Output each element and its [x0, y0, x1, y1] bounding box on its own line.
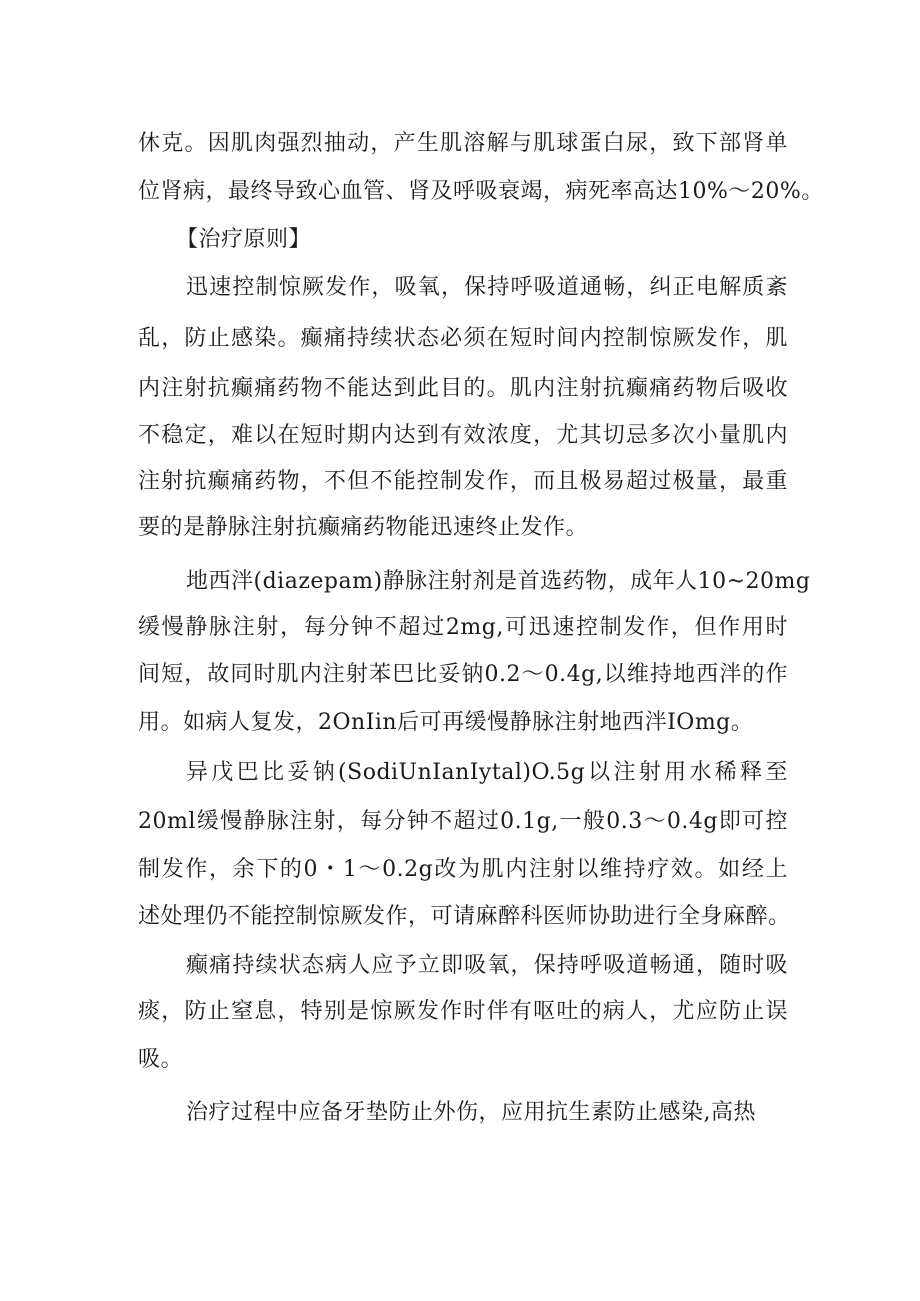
- paragraph-line: 癫痛持续状态病人应予立即吸氧，保持呼吸道畅通，随时吸: [186, 953, 788, 978]
- paragraph-line: 述处理仍不能控制惊厥发作，可请麻醉科医师协助进行全身麻醉。: [138, 904, 791, 929]
- paragraph-line: 休克。因肌肉强烈抽动，产生肌溶解与肌球蛋白尿，致下部肾单: [138, 131, 788, 156]
- paragraph-line: 位肾病，最终导致心血管、肾及呼吸衰竭，病死率高达10%～20%。: [138, 179, 824, 204]
- paragraph-line: 地西泮(diazepam)静脉注射剂是首选药物，成年人10~20mg: [186, 569, 811, 594]
- paragraph-line: 内注射抗癫痛药物不能达到此目的。肌内注射抗癫痛药物后吸收: [138, 376, 788, 401]
- paragraph-line: 制发作，余下的0・1～0.2g改为肌内注射以维持疗效。如经上: [138, 857, 788, 882]
- paragraph-line: 治疗过程中应备牙垫防止外伤，应用抗生素防止感染,高热: [186, 1100, 756, 1125]
- paragraph-line: 20ml缓慢静脉注射，每分钟不超过0.1g,一般0.3～0.4g即可控: [138, 809, 788, 834]
- paragraph-line: 不稳定，难以在短时期内达到有效浓度，尤其切忌多次小量肌内: [138, 423, 788, 448]
- paragraph-line: 痰，防止窒息，特别是惊厥发作时伴有呕吐的病人，尤应防止误: [138, 999, 788, 1024]
- paragraph-line: 间短，故同时肌内注射苯巴比妥钠0.2～0.4g,以维持地西泮的作: [138, 662, 788, 687]
- paragraph-line: 迅速控制惊厥发作，吸氧，保持呼吸道通畅，纠正电解质紊: [186, 275, 788, 300]
- paragraph-line: 注射抗癫痛药物，不但不能控制发作，而且极易超过极量，最重: [138, 469, 788, 494]
- section-heading: 【治疗原则】: [176, 227, 312, 252]
- paragraph-line: 异戊巴比妥钠(SodiUnIanIytal)O.5g以注射用水稀释至: [186, 760, 788, 785]
- paragraph-line: 乱，防止感染。癫痛持续状态必须在短时间内控制惊厥发作，肌: [138, 326, 788, 351]
- paragraph-line: 用。如病人复发，2OnIin后可再缓慢静脉注射地西泮IOmg。: [138, 710, 754, 735]
- paragraph-line: 吸。: [138, 1047, 184, 1072]
- paragraph-line: 要的是静脉注射抗癫痛药物能迅速终止发作。: [138, 515, 589, 540]
- paragraph-line: 缓慢静脉注射，每分钟不超过2mg,可迅速控制发作，但作用时: [138, 615, 788, 640]
